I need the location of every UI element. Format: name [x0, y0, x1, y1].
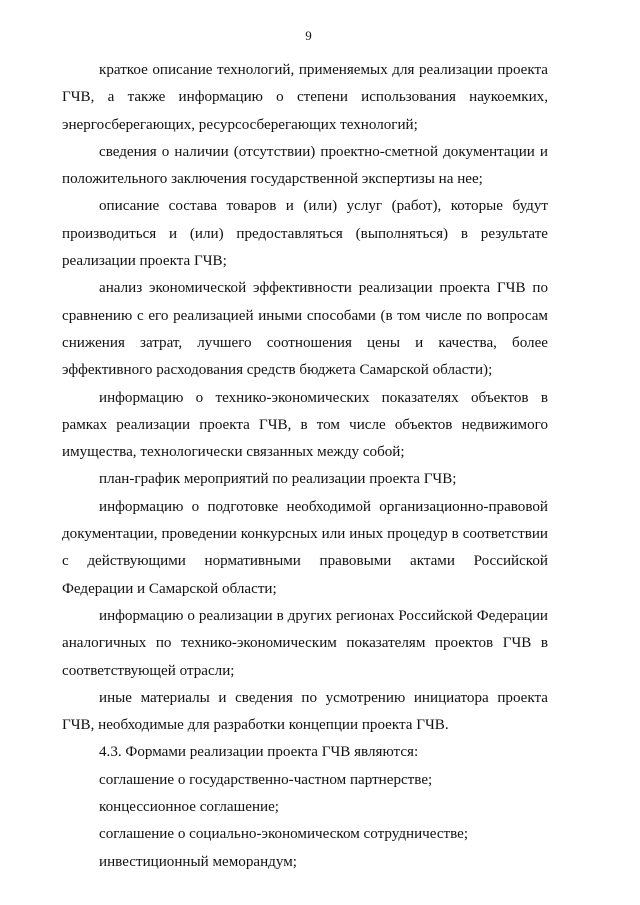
- paragraph-schedule: план-график мероприятий по реализации проекта ГЧВ;: [99, 471, 457, 488]
- paragraph-efficiency-analysis: анализ экономической эффективности реализации проекта ГЧВ по сравнению с его реализацией иными способами (в том числе по вопросам снижения затрат, лучшего соотношения цены и качества, более эффективного расходования средств бюджета Самарской области);: [62, 280, 548, 379]
- paragraph-other-regions: информацию о реализации в других регионах Российской Федерации аналогичных по технико-экономическим показателям проектов ГЧВ в соответствующей отрасли;: [62, 607, 548, 679]
- list-item-ppp-agreement: соглашение о государственно-частном партнерстве;: [99, 771, 433, 788]
- paragraph-legal-documentation: информацию о подготовке необходимой организационно-правовой документации, проведении конкурсных или иных процедур в соответствии с действующими нормативными правовыми актами Российской Федерации и Самарской области;: [62, 498, 548, 597]
- paragraph-technologies: краткое описание технологий, применяемых для реализации проекта ГЧВ, а также информацию о степени использования наукоемких, энергосберегающих, ресурсосберегающих технологий;: [62, 62, 548, 133]
- paragraph-forms-heading: 4.3. Формами реализации проекта ГЧВ являются:: [99, 744, 419, 761]
- list-item-socioeconomic-cooperation: соглашение о социально-экономическом сотрудничестве;: [99, 826, 469, 843]
- list-item-concession-agreement: концессионное соглашение;: [99, 799, 279, 816]
- paragraph-design-documentation: сведения о наличии (отсутствии) проектно-сметной документации и положительного заключения государственной экспертизы на нее;: [62, 143, 548, 188]
- paragraph-other-materials: иные материалы и сведения по усмотрению инициатора проекта ГЧВ, необходимые для разработки концепции проекта ГЧВ.: [62, 689, 548, 734]
- page-number: 9: [305, 28, 312, 43]
- paragraph-technical-indicators: информацию о технико-экономических показателях объектов в рамках реализации проекта ГЧВ, в том числе объектов недвижимого имущества, технологически связанных между собой;: [62, 389, 548, 461]
- paragraph-goods-services: описание состава товаров и (или) услуг (работ), которые будут производиться и (или) предоставляться (выполняться) в результате реализации проекта ГЧВ;: [62, 198, 548, 270]
- document-body: [62, 57, 548, 876]
- list-item-investment-memorandum: инвестиционный меморандум;: [99, 853, 297, 870]
